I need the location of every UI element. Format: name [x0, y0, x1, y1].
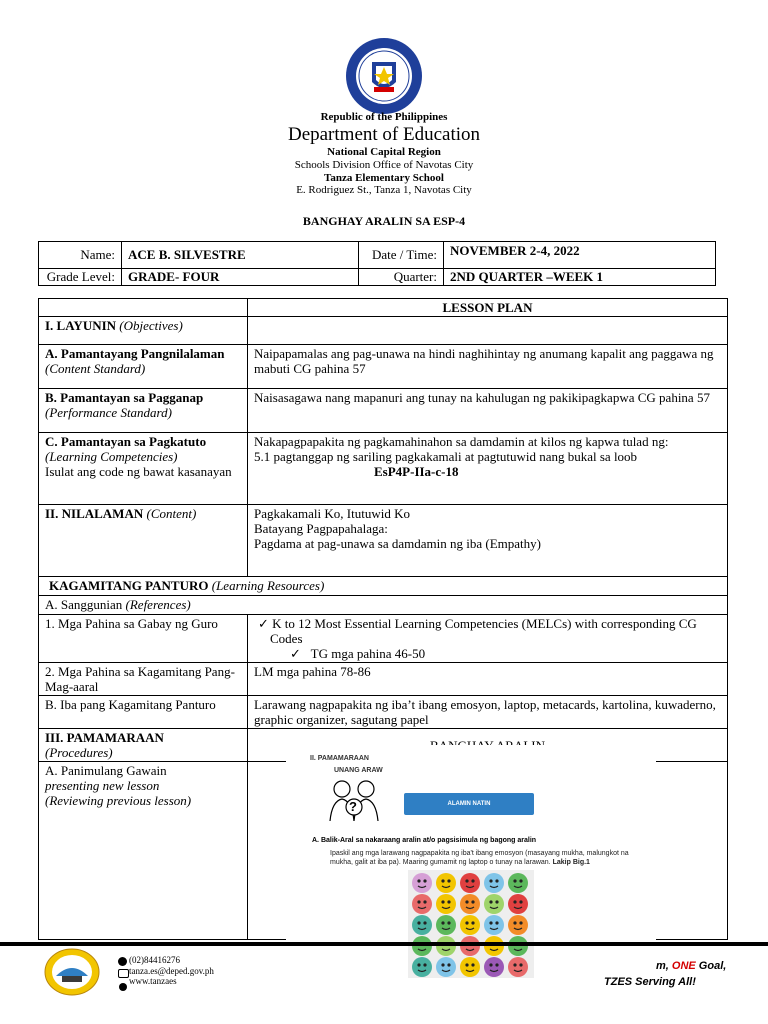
kagamitan-row: KAGAMITANG PANTURO (Learning Resources) [39, 577, 728, 596]
republic-line: Republic of the Philippines [320, 111, 448, 123]
emotion-face [436, 936, 456, 956]
department-title: Department of Education [287, 124, 481, 145]
inset-subheading: UNANG ARAW [334, 767, 383, 774]
emotion-face [460, 957, 480, 977]
name-value: ACE B. SILVESTRE [122, 242, 359, 269]
emotion-face [460, 894, 480, 914]
thinking-people-icon [326, 777, 382, 821]
gabay-label: 1. Mga Pahina sa Gabay ng Guro [39, 615, 248, 663]
footer-email: tanza.es@deped.gov.ph [129, 966, 214, 976]
emotion-face [460, 873, 480, 893]
gabay-list: ✓ K to 12 Most Essential Learning Competencies (MELCs) with corresponding CG Codes ✓ TG mga pahina 46-50 [248, 615, 728, 663]
learning-competencies-text: Nakapagpapakita ng pagkamahinahon sa damdamin at kilos ng kapwa tulad ng: 5.1 pagtanggap ng sariling pagkakamali at pagtutuwid nang bukal sa loob EsP4P-IIa-c-18 [248, 433, 728, 505]
footer-rule [0, 942, 768, 946]
emotion-face [484, 873, 504, 893]
performance-standard-text: Naisasagawa nang mapanuri ang tunay na kahulugan ng pakikipagkapwa CG pahina 57 [248, 389, 728, 433]
iba-pa-text: Larawang nagpapakita ng iba’t ibang emosyon, laptop, metacards, kartolina, kuwaderno, graphic organizer, sagutang papel [248, 696, 728, 729]
name-label: Name: [39, 242, 122, 269]
nilalaman-cell: II. NILALAMAN (Content) [39, 505, 248, 577]
email-icon [118, 969, 129, 978]
emotion-face [436, 894, 456, 914]
footer-slogan-line2: TZES Serving All! [604, 976, 696, 988]
emotion-face [436, 957, 456, 977]
emotion-face [436, 873, 456, 893]
question-mark: ? [349, 799, 357, 814]
lesson-plan-header: LESSON PLAN [248, 299, 728, 317]
deped-seal [338, 36, 430, 116]
emotion-face [508, 957, 528, 977]
performance-standard-cell: B. Pamantayan sa Pagganap (Performance Standard) [39, 389, 248, 433]
phone-icon [118, 957, 127, 966]
emotion-face [484, 894, 504, 914]
emotion-face [484, 915, 504, 935]
emotion-face [436, 915, 456, 935]
grade-value: GRADE- FOUR [122, 269, 359, 286]
content-standard-text: Naipapamalas ang pag-unawa na hindi naghihintay ng anumang kapalit ang paggawa ng mabuti CG pahina 57 [248, 345, 728, 389]
doc-title: BANGHAY ARALIN SA ESP-4 [302, 214, 466, 228]
emotion-face [484, 936, 504, 956]
footer-slogan: m, ONE Goal, [656, 960, 727, 972]
emotion-face [412, 894, 432, 914]
layunin-cell: I. LAYUNIN (Objectives) [39, 317, 248, 345]
date-label: Date / Time: [359, 242, 444, 269]
footer-phone: (02)84416276 [129, 955, 180, 965]
kagamitang-mag-aaral-text: LM mga pahina 78-86 [248, 663, 728, 696]
info-table [38, 241, 716, 286]
panimula-cell: A. Panimulang Gawain presenting new lesson (Reviewing previous lesson) [39, 762, 248, 940]
division-line: Schools Division Office of Navotas City [294, 159, 474, 171]
inset-section-title: A. Balik-Aral sa nakaraang aralin at/o pagsisimula ng bagong aralin [312, 837, 537, 844]
emotion-face [412, 936, 432, 956]
inset-text: Ipaskil ang mga larawang nagpapakita ng iba't ibang emosyon (masayang mukha, malungkot na mukha, galit at iba pa). Maaring gumamit ng laptop o tunay na larawan. Lakip Big.1 [330, 850, 629, 866]
grade-label: Grade Level: [39, 269, 122, 286]
kagamitang-mag-aaral-label: 2. Mga Pahina sa Kagamitang Pang-Mag-aaral [39, 663, 248, 696]
region-line: National Capital Region [327, 146, 441, 158]
quarter-value: 2ND QUARTER –WEEK 1 [444, 269, 716, 286]
emotion-face [508, 915, 528, 935]
pamamaraan-cell: III. PAMAMARAAN (Procedures) [39, 729, 248, 762]
content-standard-cell: A. Pamantayang Pangnilalaman (Content Standard) [39, 345, 248, 389]
sanggunian-row: A. Sanggunian (References) [39, 596, 728, 615]
emotion-face [412, 873, 432, 893]
facebook-icon [119, 983, 127, 991]
emotion-face [508, 873, 528, 893]
competency-code: EsP4P-IIa-c-18 [374, 464, 459, 479]
nilalaman-text: Pagkakamali Ko, Itutuwid Ko Batayang Pagpapahalaga: Pagdama at pag-unawa sa damdamin ng iba (Empathy) [248, 505, 728, 577]
iba-pa-label: B. Iba pang Kagamitang Panturo [39, 696, 248, 729]
learning-competencies-cell: C. Pamantayan sa Pagkatuto (Learning Competencies) Isulat ang code ng bawat kasanayan [39, 433, 248, 505]
emotion-face [484, 957, 504, 977]
alamin-natin-banner: ALAMIN NATIN [404, 793, 534, 815]
emotion-face [412, 915, 432, 935]
emotion-face [460, 915, 480, 935]
emotion-face [508, 894, 528, 914]
footer-web: www.tanzaes [129, 976, 177, 986]
lesson-inset-image [286, 745, 656, 985]
emotion-face [460, 936, 480, 956]
address-line: E. Rodriguez St., Tanza 1, Navotas City [296, 184, 472, 196]
school-logo [44, 948, 100, 996]
emotion-face [508, 936, 528, 956]
date-value: NOVEMBER 2-4, 2022 [444, 242, 716, 269]
emotion-face [412, 957, 432, 977]
school-line: Tanza Elementary School [324, 172, 444, 184]
quarter-label: Quarter: [359, 269, 444, 286]
inset-heading: II. PAMAMARAAN [310, 755, 369, 762]
